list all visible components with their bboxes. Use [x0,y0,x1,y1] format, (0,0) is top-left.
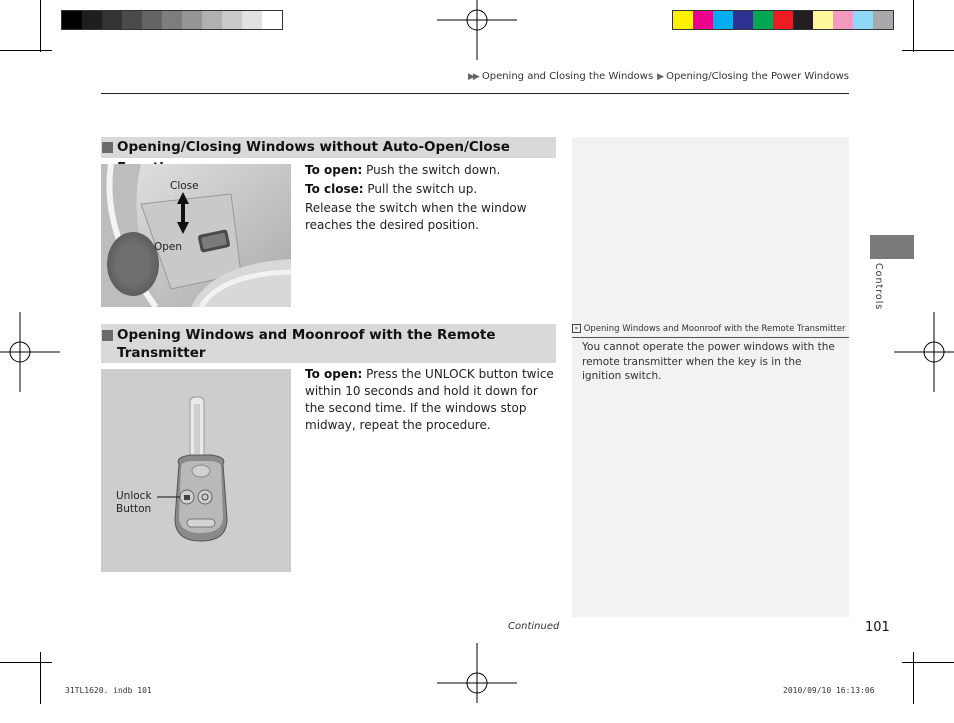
color-swatch [262,11,282,29]
release-paragraph: Release the switch when the window reaches the desired position. [305,201,527,232]
footer-file-info: 31TL1620. indb 101 [65,686,152,695]
section2-text [305,366,555,434]
breadcrumb-arrow-icon: ▶ [657,71,663,82]
to-close-label: To close: [305,182,364,196]
color-swatch [833,11,853,29]
color-swatch [793,11,813,29]
open-label: Open [154,241,183,253]
color-swatch [853,11,873,29]
section1-heading-text: Opening/Closing Windows without Auto-Open/Close [117,139,510,155]
color-swatch [693,11,713,29]
color-swatch [182,11,202,29]
section1-heading [101,137,556,158]
section2-to-open-label: To open: [305,367,363,381]
to-close-text: Pull the switch up. [363,182,478,196]
chapter-tab-label: Controls [873,263,884,311]
breadcrumb-part1: Opening and Closing the Windows [481,71,654,82]
page-number: 101 [865,620,890,635]
footer-timestamp: 2010/09/10 16:13:06 [783,686,875,695]
section1-text [305,162,560,234]
to-open-text: Push the switch down. [362,163,501,177]
color-swatch [202,11,222,29]
sidebar-note-title-text: Opening Windows and Moonroof with the Remote Transmitter [583,324,846,334]
breadcrumb-arrow-icon: ▶▶ [468,71,478,82]
unlock-label-line1: Unlock [116,490,152,502]
section2-heading-line1: Opening Windows and Moonroof with the Remote [117,327,496,343]
color-swatch [753,11,773,29]
remote-transmitter-photo [101,369,291,572]
breadcrumb-part2: Opening/Closing the Power Windows [666,71,849,82]
color-bar [672,10,894,30]
to-open-line [305,162,560,179]
color-swatch [62,11,82,29]
reference-icon: » [572,324,581,333]
color-swatch [733,11,753,29]
grayscale-bar [61,10,283,30]
registration-mark-left [0,312,60,392]
color-swatch [813,11,833,29]
section-square-icon [102,142,113,153]
to-open-label: To open: [305,163,363,177]
color-swatch [122,11,142,29]
color-swatch [242,11,262,29]
chapter-tab [870,235,914,259]
unlock-label-line2: Button [116,503,152,515]
key-fob-illustration [101,369,291,572]
section2-to-open-text: Press the UNLOCK button twice within 10 seconds and hold it down for the second time. If the windows stop midway, repeat the procedure. [305,367,554,432]
to-close-line [305,181,560,198]
color-swatch [773,11,793,29]
color-swatch [162,11,182,29]
section-square-icon [102,330,113,341]
header-rule [101,93,849,94]
registration-mark-right [894,312,954,392]
sidebar-note-title [572,324,849,338]
color-swatch [102,11,122,29]
window-switch-photo [101,164,291,307]
close-label: Close [170,180,199,192]
continued-label: Continued [508,621,560,632]
color-swatch [142,11,162,29]
breadcrumb [468,71,849,82]
color-swatch [222,11,242,29]
color-swatch [82,11,102,29]
registration-mark-bottom [437,643,517,723]
registration-mark-top [437,0,517,60]
color-swatch [873,11,893,29]
color-swatch [713,11,733,29]
color-swatch [673,11,693,29]
section2-heading [101,324,556,363]
sidebar-note-body: You cannot operate the power windows with the remote transmitter when the key is in the ignition switch. [582,341,835,382]
section2-heading-line2: Transmitter [117,345,206,361]
